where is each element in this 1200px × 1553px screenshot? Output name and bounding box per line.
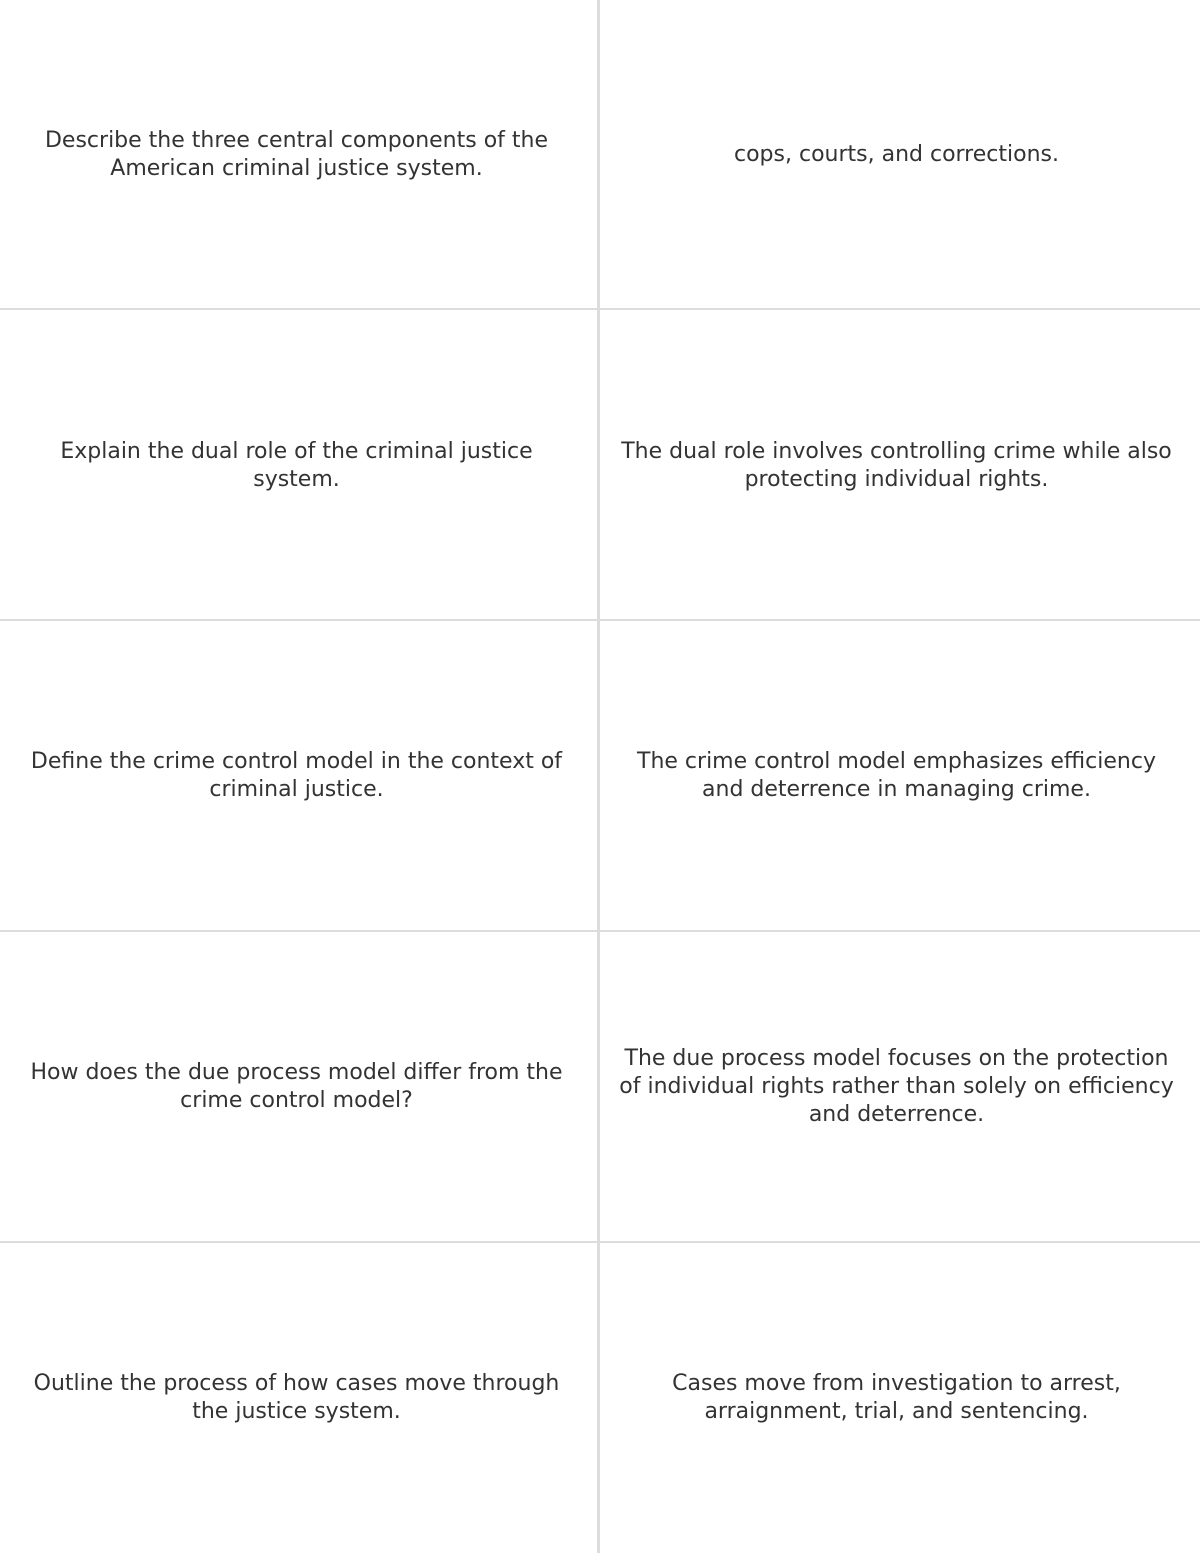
flashcard-definition: The due process model focuses on the protection of individual rights rather than solely on efficiency and deterrence. <box>619 1045 1174 1127</box>
flashcard-row <box>0 621 1200 930</box>
flashcard-definition: cops, courts, and corrections. <box>734 141 1059 167</box>
flashcard-row <box>0 311 1200 620</box>
flashcard-definition: The crime control model emphasizes efficiency and deterrence in managing crime. <box>637 748 1156 802</box>
flashcard-term: How does the due process model differ from the crime control model? <box>30 1059 563 1113</box>
flashcard-definition: The dual role involves controlling crime while also protecting individual rights. <box>621 438 1172 492</box>
flashcard-term-cell <box>0 1243 593 1553</box>
flashcard-term-cell <box>0 0 593 309</box>
flashcard-definition: Cases move from investigation to arrest, arraignment, trial, and sentencing. <box>672 1371 1121 1424</box>
flashcard-term: Define the crime control model in the context of criminal justice. <box>30 748 563 802</box>
flashcard-row <box>0 932 1200 1241</box>
flashcard-definition-cell <box>600 311 1193 620</box>
flashcard-definition-cell <box>600 1243 1193 1553</box>
flashcard-term-cell <box>0 311 593 620</box>
flashcard-term: Explain the dual role of the criminal justice system. <box>60 438 533 492</box>
flashcard-term-cell <box>0 621 593 930</box>
flashcard-term: Describe the three central components of the American criminal justice system. <box>44 127 549 181</box>
flashcard-row <box>0 0 1200 309</box>
flashcard-definition-cell <box>600 0 1193 309</box>
flashcard-row <box>0 1243 1200 1553</box>
flashcard-definition-cell <box>600 621 1193 930</box>
flashcard-term-cell <box>0 932 593 1241</box>
flashcard-definition-cell <box>600 932 1193 1241</box>
flashcard-term: Outline the process of how cases move through the justice system. <box>33 1371 560 1424</box>
